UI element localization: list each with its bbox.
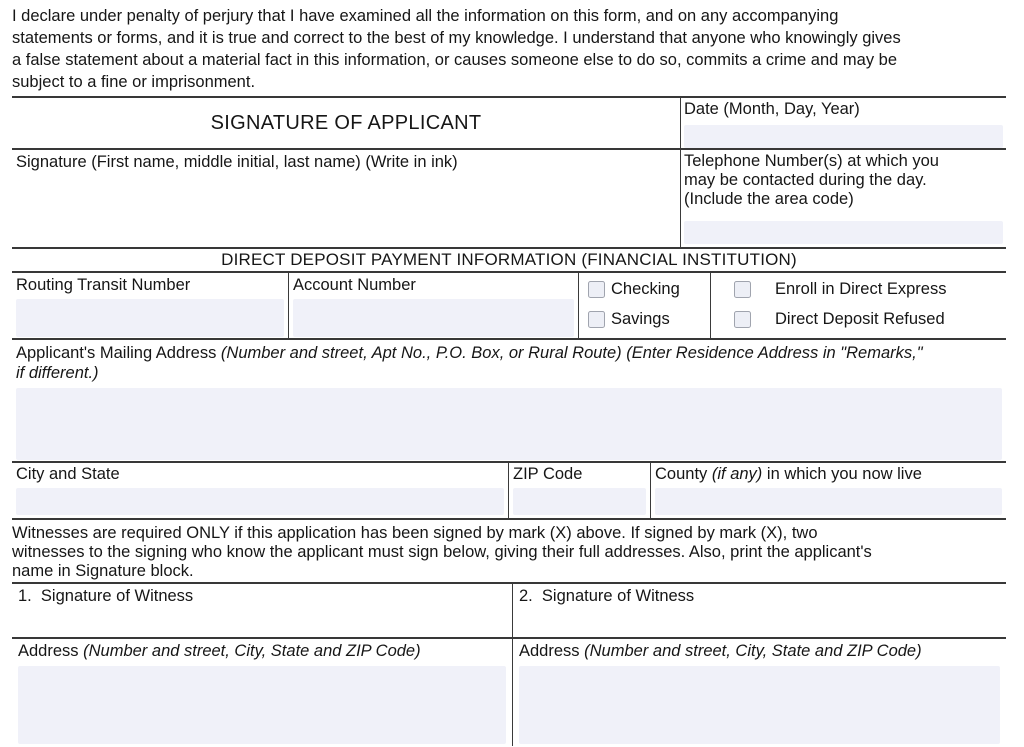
checking-option[interactable] <box>588 281 710 298</box>
routing-transit-label: Routing Transit Number <box>16 276 191 294</box>
zip-code-input[interactable] <box>513 488 646 515</box>
savings-checkbox[interactable] <box>588 311 605 328</box>
witness-instructions-line: Witnesses are required ONLY if this application has been signed by mark (X) above. If signed by mark (X), two <box>12 524 818 542</box>
direct-deposit-refused-option[interactable] <box>734 311 1006 328</box>
date-input[interactable] <box>684 125 1003 148</box>
city-state-cell <box>12 463 508 518</box>
witness2-address-cell <box>512 639 1006 746</box>
savings-option[interactable] <box>588 311 710 328</box>
witness1-address-cell <box>12 639 512 746</box>
enroll-direct-express-label: Enroll in Direct Express <box>775 280 947 298</box>
account-number-label: Account Number <box>293 276 416 294</box>
declaration-line: subject to a fine or imprisonment. <box>12 73 256 91</box>
signature-of-applicant-cell <box>12 98 680 148</box>
savings-label: Savings <box>611 310 670 328</box>
mailing-address-label-note: (Number and street, Apt No., P.O. Box, or Rural Route) (Enter Residence Address in "Remarks," if different.) <box>16 344 923 382</box>
witness2-signature-cell[interactable] <box>512 584 1006 637</box>
witness1-address-input[interactable] <box>18 666 506 744</box>
mailing-address-label-text: Applicant's Mailing Address <box>16 344 221 362</box>
direct-deposit-refused-checkbox[interactable] <box>734 311 751 328</box>
signature-of-applicant-heading: SIGNATURE OF APPLICANT <box>210 111 482 134</box>
witness2-address-label-text: Address <box>519 642 585 660</box>
mailing-address-row <box>12 340 1006 463</box>
telephone-input[interactable] <box>684 221 1003 244</box>
telephone-cell <box>680 150 1006 247</box>
witness-instructions-line: witnesses to the signing who know the applicant must sign below, giving their full addresses. Also, print the applicant's <box>12 543 872 561</box>
county-cell <box>650 463 1006 518</box>
telephone-label: Telephone Number(s) at which you may be contacted during the day. (Include the area code) <box>684 152 939 208</box>
mailing-address-label <box>16 343 926 383</box>
enrollment-cell <box>710 273 1006 338</box>
direct-deposit-heading: DIRECT DEPOSIT PAYMENT INFORMATION (FINANCIAL INSTITUTION) <box>221 250 797 269</box>
location-row <box>12 463 1006 520</box>
county-label-text: County <box>655 465 712 483</box>
witness1-address-label <box>18 642 506 661</box>
checking-checkbox[interactable] <box>588 281 605 298</box>
date-label: Date (Month, Day, Year) <box>684 100 860 118</box>
routing-transit-cell <box>12 273 288 338</box>
checking-label: Checking <box>611 280 680 298</box>
city-state-label: City and State <box>16 465 120 483</box>
declaration-line: I declare under penalty of perjury that I have examined all the information on this form, and on any accompanying <box>12 7 839 25</box>
county-label <box>655 465 1002 484</box>
witness-instructions-line: name in Signature block. <box>12 562 194 580</box>
signature-header-row <box>12 96 1006 150</box>
county-label-suffix: in which you now live <box>762 465 922 483</box>
witness2-address-label <box>519 642 1000 661</box>
perjury-declaration <box>12 0 1006 96</box>
date-cell <box>680 98 1006 148</box>
account-number-input[interactable] <box>293 299 574 337</box>
witness2-address-input[interactable] <box>519 666 1000 744</box>
direct-deposit-row <box>12 273 1006 340</box>
signature-row <box>12 150 1006 249</box>
witness1-address-label-note: (Number and street, City, State and ZIP Code) <box>83 642 421 660</box>
witness1-signature-label: 1. Signature of Witness <box>18 587 194 605</box>
signature-cell[interactable] <box>12 150 680 247</box>
declaration-line: statements or forms, and it is true and correct to the best of my knowledge. I understand that anyone who knowingly gives <box>12 29 901 47</box>
enroll-direct-express-checkbox[interactable] <box>734 281 751 298</box>
routing-transit-input[interactable] <box>16 299 284 337</box>
account-number-cell <box>288 273 578 338</box>
zip-code-cell <box>508 463 650 518</box>
declaration-line: a false statement about a material fact in this information, or causes someone else to do so, commits a crime and may be <box>12 51 898 69</box>
direct-deposit-refused-label: Direct Deposit Refused <box>775 310 945 328</box>
witness2-address-label-note: (Number and street, City, State and ZIP Code) <box>584 642 922 660</box>
witness1-address-label-text: Address <box>18 642 84 660</box>
witness1-signature-cell[interactable] <box>12 584 512 637</box>
mailing-address-input[interactable] <box>16 388 1002 460</box>
enroll-direct-express-option[interactable] <box>734 281 1006 298</box>
county-input[interactable] <box>655 488 1002 515</box>
witness-address-row <box>12 639 1006 746</box>
zip-code-label: ZIP Code <box>513 465 583 483</box>
account-type-cell <box>578 273 710 338</box>
witness-instructions <box>12 520 1006 584</box>
county-label-note: (if any) <box>711 465 763 483</box>
direct-deposit-header-row <box>12 249 1006 273</box>
signature-label: Signature (First name, middle initial, last name) (Write in ink) <box>16 153 458 171</box>
form-page <box>12 0 1006 746</box>
witness-signature-row <box>12 584 1006 639</box>
witness2-signature-label: 2. Signature of Witness <box>519 587 695 605</box>
city-state-input[interactable] <box>16 488 504 515</box>
